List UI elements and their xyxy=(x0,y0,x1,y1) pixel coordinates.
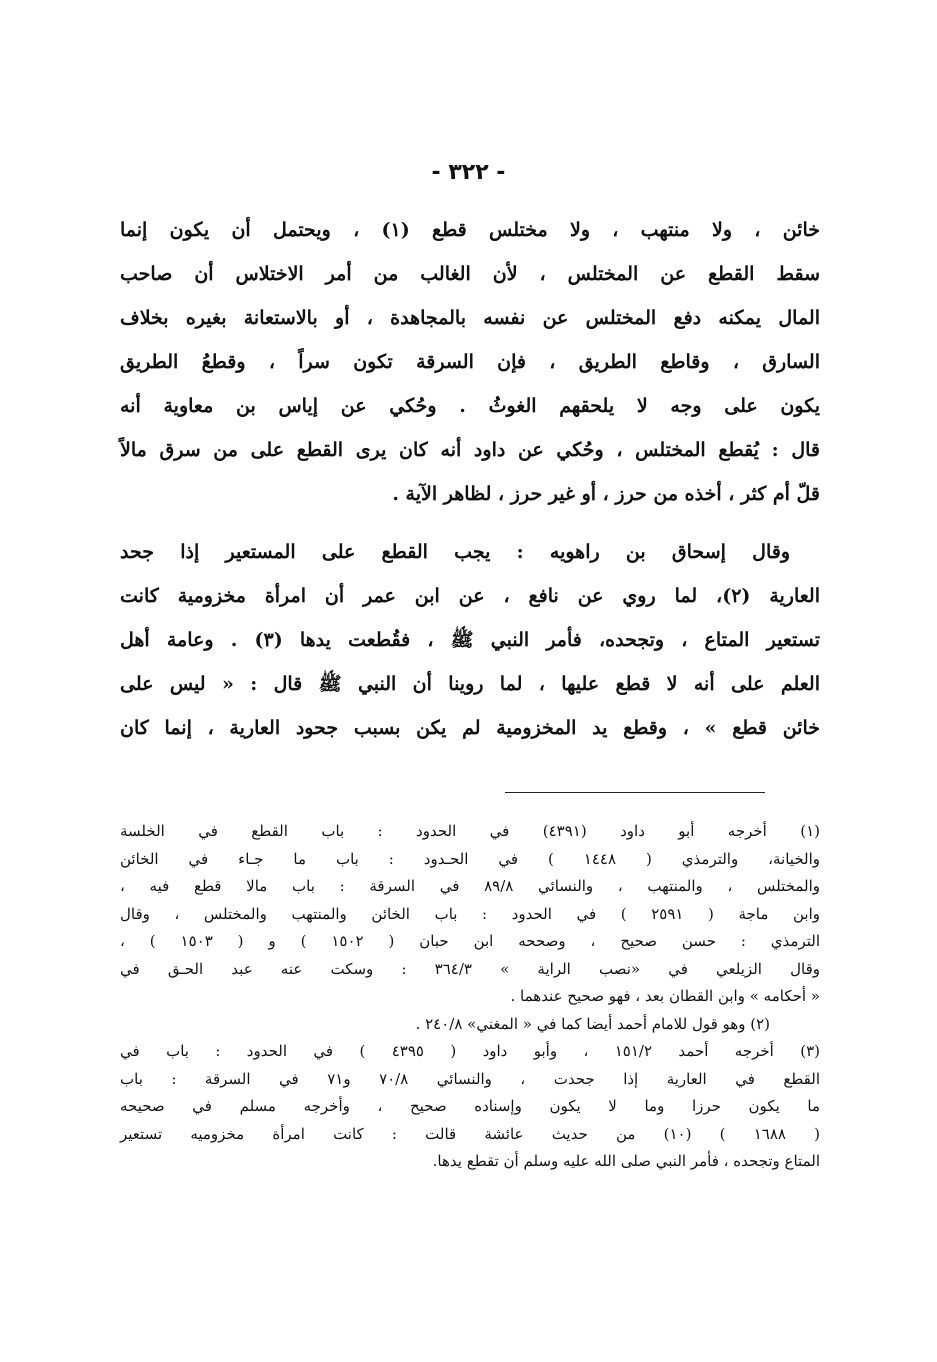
footnote-line: المتاع وتجحده ، فأمر النبي صلى الله عليه وسلم أن تقطع يدها. xyxy=(432,1152,820,1170)
footnote-line: وقال الزيلعي في «نصب الراية » ٣٦٤/٣ : وسكت عنه عبد الحـق في xyxy=(120,959,820,978)
body-line: وقال إسحاق بن راهويه : يجب القطع على المستعير إذا جحد xyxy=(120,541,790,563)
body-line: السارق ، وقاطع الطريق ، فإن السرقة تكون سراً ، وقطعُ الطريق xyxy=(120,351,820,373)
footnote-line: (٣) أخرجه أحمد ١٥١/٢ ، وأبو داود ( ٤٣٩٥ ) في الحدود : باب في xyxy=(120,1042,820,1060)
footnotes xyxy=(120,818,820,1176)
body-line: تستعير المتاع ، وتجحده، فأمر النبي ﷺ ، فقُطعت يدها (٣) . وعامة أهل xyxy=(120,629,820,651)
footnote-line: (١) أخرجه أبو داود (٤٣٩١) في الحدود : باب القطع في الخلسة xyxy=(120,822,820,840)
body-line: المال يمكنه دفع المختلس عن نفسه بالمجاهدة ، أو بالاستعانة بغيره بخلاف xyxy=(120,307,820,329)
footnote-line: والمختلس ، والمنتهب ، والنسائي ٨٩/٨ في السرقة : باب مالا قطع فيه ، xyxy=(120,877,821,895)
body-line: قلّ أم كثر ، أخذه من حرز ، أو غير حرز ، لظاهر الآية . xyxy=(392,483,820,505)
body-line: قال : يُقطع المختلس ، وحُكي عن داود أنه كان يرى القطع على من سرق مالاً xyxy=(120,439,820,461)
footnote-line: ( ١٦٨٨ ) (١٠) من حديث عائشة قالت : كانت امرأة مخزوميه تستعير xyxy=(120,1124,820,1143)
footnote-line: « أحكامه » وابن القطان بعد ، فهو صحيح عندهما . xyxy=(510,987,820,1005)
footnote-divider xyxy=(505,792,765,793)
footnote-line: الترمذي : حسن صحيح ، وصححه ابن حبان ( ١٥٠٢ ) و ( ١٥٠٣ ) ، xyxy=(120,932,820,950)
footnote-line: (٢) وهو قول للامام أحمد أيضا كما في « المغني» ٢٤٠/٨ . xyxy=(415,1014,770,1033)
body-line: سقط القطع عن المختلس ، لأن الغالب من أمر الاختلاس أن صاحب xyxy=(120,263,820,285)
body-line: خائن قطع » ، وقطع يد المخزومية لم يكن بسبب جحود العارية ، إنما كان xyxy=(120,717,820,739)
footnote-line: والخيانة، والترمذي ( ١٤٤٨ ) في الحـدود : باب ما جـاء في الخائن xyxy=(120,849,820,868)
page-number: - ٣٢٢ - xyxy=(431,160,506,185)
footnote-line: القطع في العارية إذا جحدت ، والنسائي ٧٠/٨ و٧١ في السرقة : باب xyxy=(120,1069,820,1088)
main-text xyxy=(120,208,820,750)
body-line: العارية (٢)، لما روي عن نافع ، عن ابن عمر أن امرأة مخزومية كانت xyxy=(120,585,820,607)
footnote-line: ما يكون حرزا وما لا يكون وإسناده صحيح ، وأخرجه مسلم في صحيحه xyxy=(120,1097,820,1115)
footnote-line: وابن ماجة ( ٢٥٩١ ) في الحدود : باب الخائن والمنتهب والمختلس ، وقال xyxy=(120,904,820,923)
body-line: خائن ، ولا منتهب ، ولا مختلس قطع (١) ، ويحتمل أن يكون إنما xyxy=(120,219,820,241)
body-line: يكون على وجه لا يلحقهم الغوثُ . وحُكي عن إياس بن معاوية أنه xyxy=(120,395,820,417)
body-line: العلم على أنه لا قطع عليها ، لما روينا أن النبي ﷺ قال : « ليس على xyxy=(120,673,820,695)
